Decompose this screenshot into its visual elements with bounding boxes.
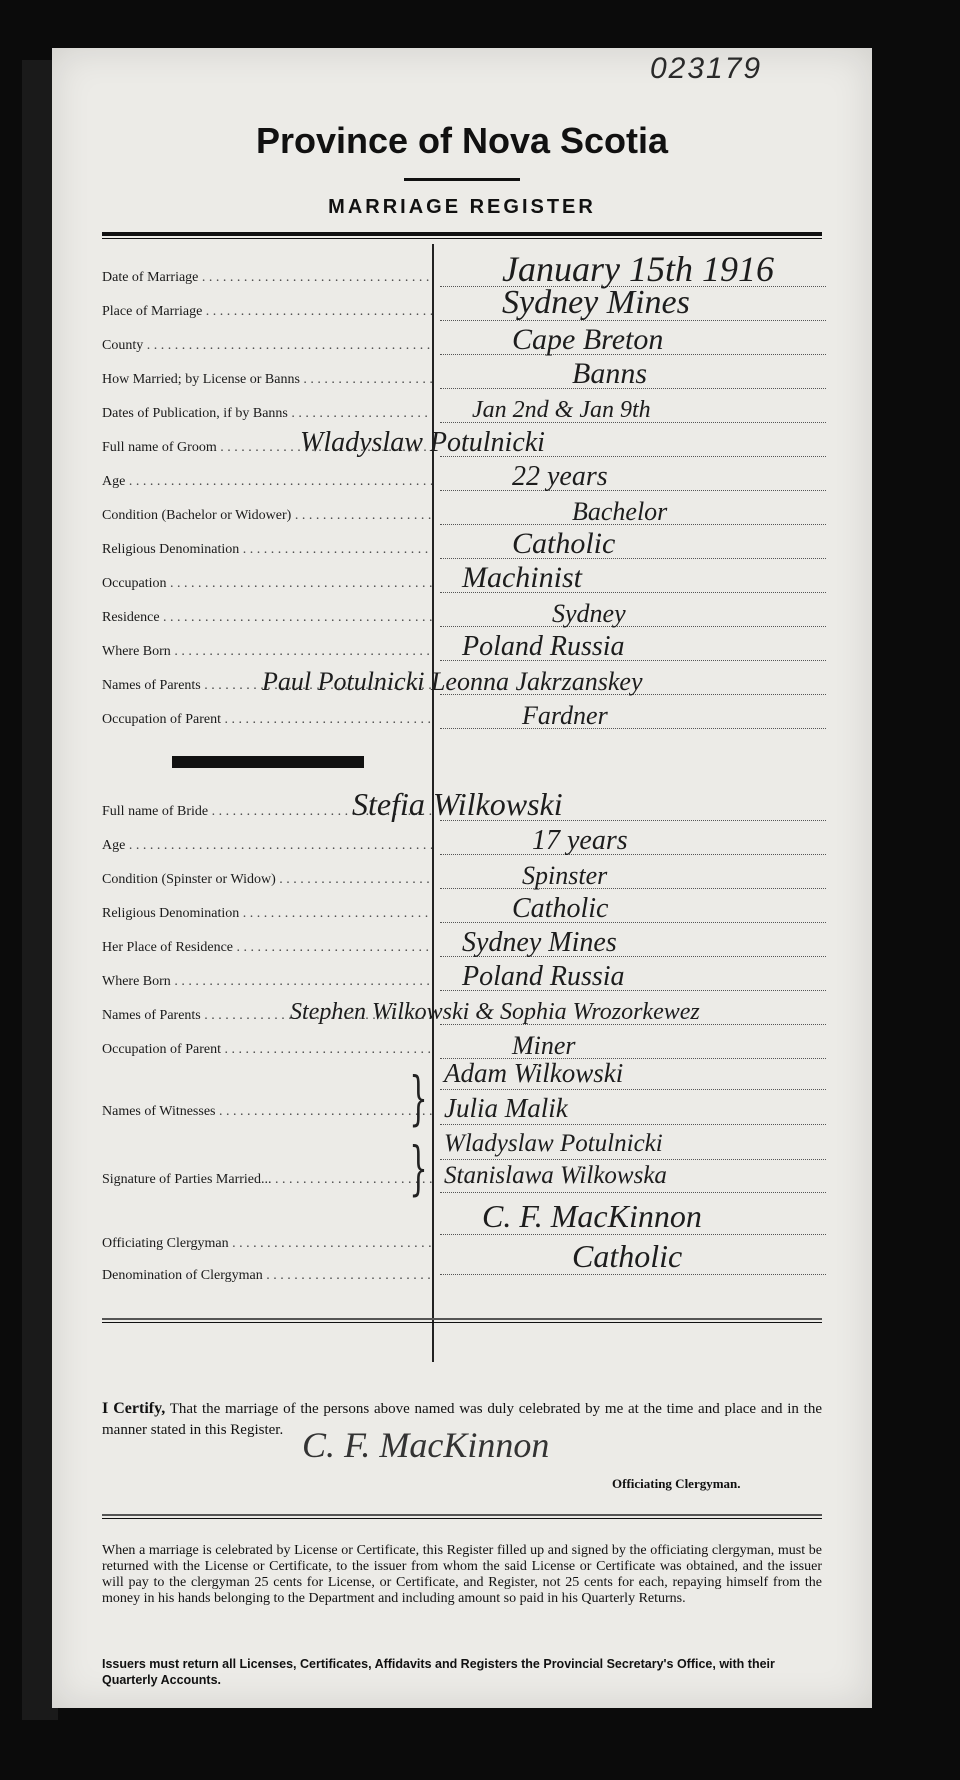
- field-label: Full name of Groom . . .: [102, 440, 432, 456]
- field-value: 22 years: [512, 460, 608, 492]
- witness-2: Julia Malik: [444, 1093, 568, 1123]
- field-label: Religious Denomination . . .: [102, 906, 432, 922]
- notice-divider: [102, 1514, 822, 1519]
- return-notice: When a marriage is celebrated by License or Certificate, this Register filled up and signed by the officiating clergyman, must be returned with the License or Certificate, to the issuer from whom the said License or Certificate was obtained, and the issuer will pay to the clergyman 25 cents for License, or Certificate, and Register, not 25 cents for each, repaying himself from the money in his hands belonging to the Department and including amount so paid in his Quarterly Returns.: [102, 1543, 822, 1606]
- witness-2-line: [440, 1124, 826, 1125]
- field-label: Religious Denomination . . .: [102, 542, 432, 558]
- field-value: Poland Russia: [462, 960, 625, 992]
- field-value: Bachelor: [572, 496, 668, 526]
- field-value: Sydney: [552, 598, 626, 628]
- field-value-line: [440, 888, 826, 889]
- field-label: Dates of Publication, if by Banns . . .: [102, 406, 432, 422]
- certify-lead: I Certify,: [102, 1400, 166, 1417]
- field-value: 17 years: [532, 824, 628, 856]
- field-label: Date of Marriage . . .: [102, 270, 432, 286]
- field-value: January 15th 1916: [502, 249, 774, 290]
- signatures-brace: }: [409, 1134, 428, 1202]
- field-label: Names of Parents . . .: [102, 1008, 432, 1024]
- field-value: Paul Potulnicki Leonna Jakrzanskey: [262, 666, 643, 696]
- field-label: Where Born . . .: [102, 644, 432, 660]
- field-value: Miner: [512, 1030, 576, 1060]
- officiating-clergyman-line: [440, 1234, 826, 1235]
- signatures-label: Signature of Parties Married... . . .: [102, 1172, 432, 1188]
- field-value-line: [440, 854, 826, 855]
- certify-divider: [102, 1318, 822, 1323]
- field-label: Occupation of Parent . . .: [102, 712, 432, 728]
- field-label: Full name of Bride . . .: [102, 804, 432, 820]
- field-label: Residence . . .: [102, 610, 432, 626]
- title-rule: [404, 178, 520, 181]
- field-value: Catholic: [512, 892, 609, 924]
- field-label: Occupation of Parent . . .: [102, 1042, 432, 1058]
- field-value: Cape Breton: [512, 322, 664, 356]
- field-label: Occupation . . .: [102, 576, 432, 592]
- witnesses-brace: }: [409, 1064, 428, 1132]
- field-value-line: [440, 728, 826, 729]
- witnesses-label: Names of Witnesses . . .: [102, 1104, 432, 1120]
- field-label: Where Born . . .: [102, 974, 432, 990]
- field-value: Stefia Wilkowski: [352, 786, 563, 823]
- field-value: Banns: [572, 356, 647, 390]
- field-value: Stephen Wilkowski & Sophia Wrozorkewez: [290, 998, 700, 1025]
- field-value-line: [440, 626, 826, 627]
- issuers-note: Issuers must return all Licenses, Certificates, Affidavits and Registers the Provincial Secretary's Office, with their Quarterly Accounts.: [102, 1657, 775, 1687]
- officiating-clergyman-label: Officiating Clergyman . . .: [102, 1236, 432, 1252]
- clergy-denomination-line: [440, 1274, 826, 1275]
- field-label: Place of Marriage . . .: [102, 304, 432, 320]
- signature-groom: Wladyslaw Potulnicki: [444, 1130, 663, 1157]
- witness-1-line: [440, 1089, 826, 1090]
- field-label: County . . .: [102, 338, 432, 354]
- field-value-line: [440, 490, 826, 491]
- header-divider: [102, 232, 822, 239]
- signature-groom-line: [440, 1159, 826, 1160]
- field-value-line: [440, 558, 826, 559]
- field-value: Machinist: [462, 560, 582, 594]
- field-label: Age . . .: [102, 838, 432, 854]
- field-label: Age . . .: [102, 474, 432, 490]
- field-label: Her Place of Residence . . .: [102, 940, 432, 956]
- field-value: Spinster: [522, 860, 608, 890]
- clergyman-signature-label: Officiating Clergyman.: [612, 1476, 741, 1491]
- clergy-denomination-value: Catholic: [572, 1238, 683, 1274]
- signature-bride: Stanislawa Wilkowska: [444, 1162, 667, 1189]
- clergy-denomination-label: Denomination of Clergyman . . .: [102, 1268, 432, 1284]
- document-title: Province of Nova Scotia: [255, 120, 669, 161]
- document-number: 023179: [650, 52, 763, 85]
- marriage-register-page: [52, 48, 872, 1708]
- field-value-line: [440, 922, 826, 923]
- officiating-clergyman-value: C. F. MacKinnon: [482, 1198, 702, 1234]
- field-label: Names of Parents . . .: [102, 678, 432, 694]
- bride-section-bar: [172, 756, 364, 768]
- field-value: Catholic: [512, 526, 616, 560]
- certify-text: That the marriage of the persons above named was duly celebrated by me at the time and place and in the manner stated in this Register.: [102, 1401, 823, 1438]
- field-value: Poland Russia: [462, 630, 625, 662]
- field-label: Condition (Bachelor or Widower) . . .: [102, 508, 432, 524]
- field-label: Condition (Spinster or Widow) . . .: [102, 872, 432, 888]
- field-value: Sydney Mines: [462, 926, 617, 958]
- field-label: How Married; by License or Banns . . .: [102, 372, 432, 388]
- witness-1: Adam Wilkowski: [444, 1058, 624, 1088]
- document-subtitle: MARRIAGE REGISTER: [328, 196, 596, 218]
- field-value: Jan 2nd & Jan 9th: [472, 396, 651, 423]
- field-value: Fardner: [522, 700, 608, 730]
- signature-bride-line: [440, 1192, 826, 1193]
- clergyman-signature: C. F. MacKinnon: [302, 1425, 550, 1465]
- field-value: Wladyslaw Potulnicki: [300, 426, 545, 458]
- field-value: Sydney Mines: [502, 284, 690, 322]
